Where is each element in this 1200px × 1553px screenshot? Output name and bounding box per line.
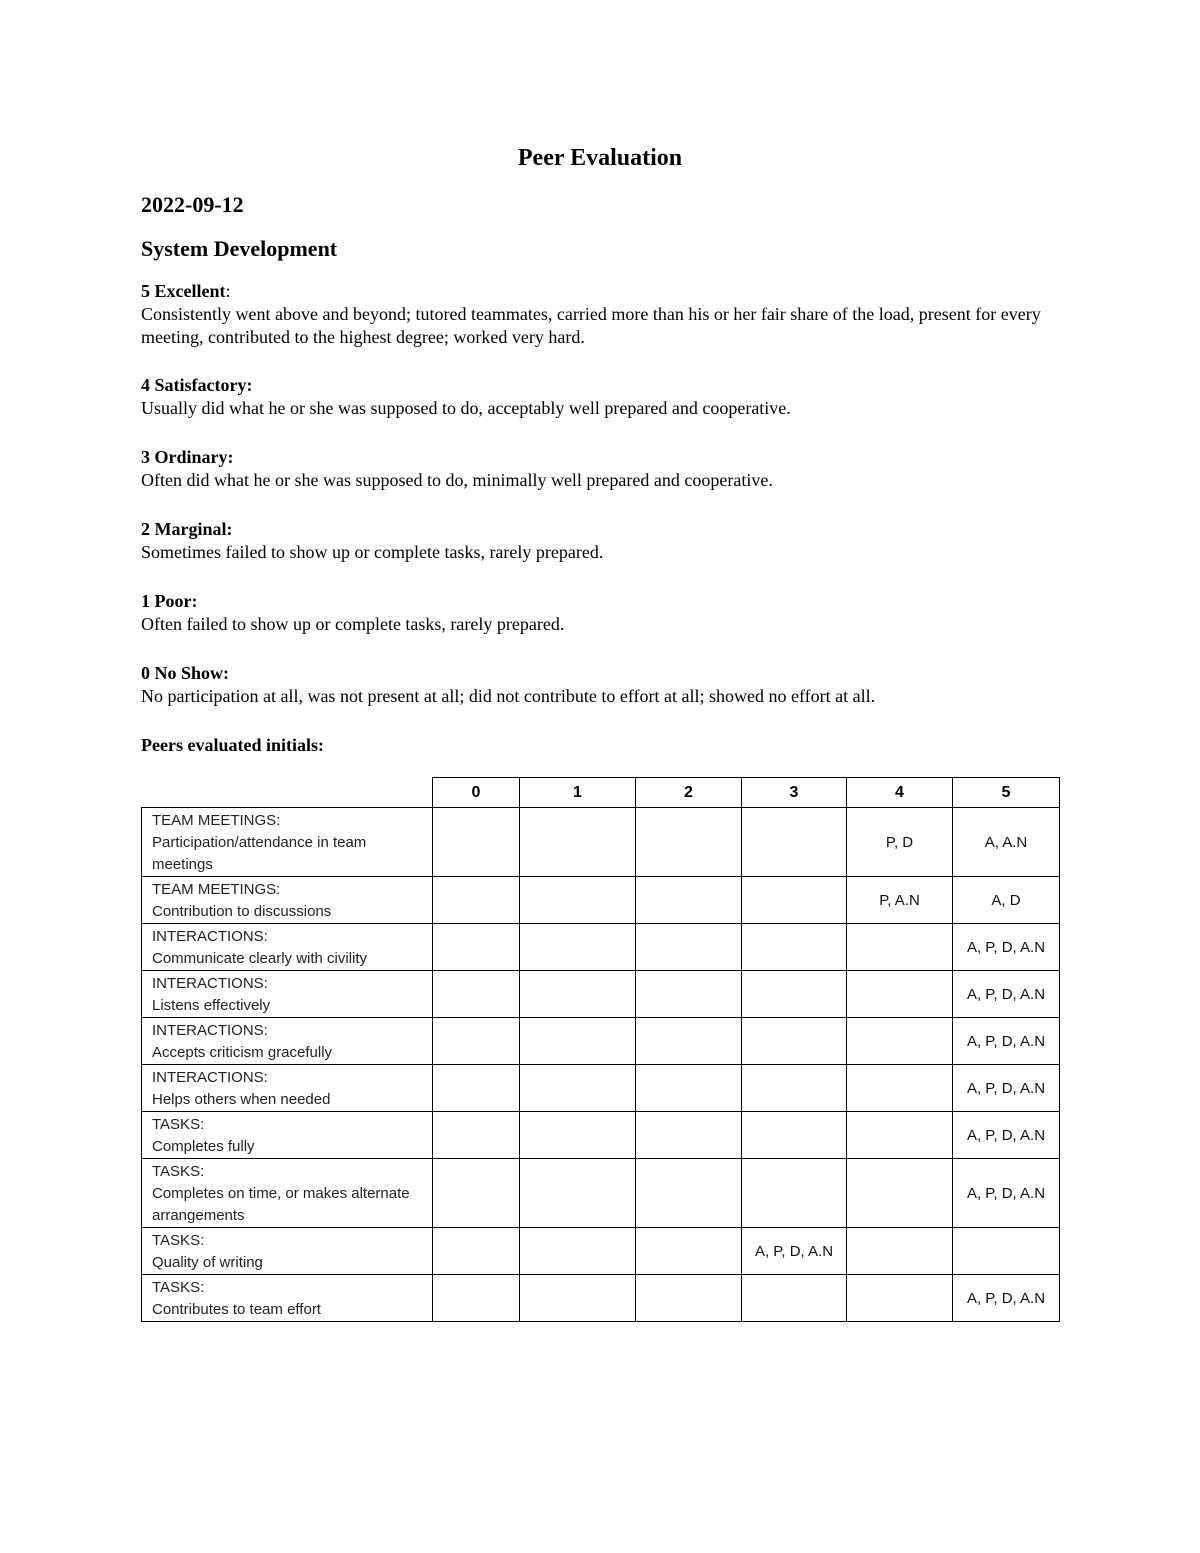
rating-cell	[636, 1112, 742, 1159]
table-row	[142, 1065, 1060, 1112]
criterion-text: Listens effectively	[152, 997, 271, 1014]
rating-cell: A, P, D, A.N	[953, 1275, 1060, 1322]
rating-cell	[520, 971, 636, 1018]
rating-cell	[520, 1159, 636, 1228]
rating-cell: A, P, D, A.N	[953, 1112, 1060, 1159]
rating-cell	[636, 1159, 742, 1228]
column-header: 3	[742, 778, 847, 808]
rating-cell	[433, 1018, 520, 1065]
criterion-category: TASKS:	[152, 1116, 205, 1133]
rating-cell	[636, 924, 742, 971]
criterion-text: Communicate clearly with civility	[152, 950, 368, 967]
rating-cell: A, P, D, A.N	[953, 1159, 1060, 1228]
rating-cell	[847, 1018, 953, 1065]
criterion-text: Quality of writing	[152, 1254, 263, 1271]
column-header: 1	[520, 778, 636, 808]
table-row	[142, 808, 1060, 877]
criterion-category: TEAM MEETINGS:	[152, 812, 281, 829]
scale-heading-text: 5 Excellent	[141, 281, 226, 301]
table-row	[142, 1018, 1060, 1065]
table-row	[142, 1275, 1060, 1322]
table-body	[142, 808, 1060, 1322]
rating-cell	[636, 1228, 742, 1275]
criterion-cell	[142, 971, 433, 1018]
rating-cell: A, P, D, A.N	[953, 971, 1060, 1018]
document-date: 2022-09-12	[141, 192, 244, 217]
rating-cell	[636, 808, 742, 877]
rating-cell	[520, 808, 636, 877]
rating-cell	[742, 877, 847, 924]
rating-cell	[433, 877, 520, 924]
rating-cell: A, P, D, A.N	[953, 1065, 1060, 1112]
criterion-category: TASKS:	[152, 1279, 205, 1296]
criterion-text: Completes on time, or makes alternate arrangements	[152, 1185, 410, 1224]
criterion-category: TASKS:	[152, 1232, 205, 1249]
criterion-category: INTERACTIONS:	[152, 928, 268, 945]
criterion-cell	[142, 1228, 433, 1275]
rating-cell	[742, 1065, 847, 1112]
rating-cell	[742, 1159, 847, 1228]
rating-cell: P, D	[847, 808, 953, 877]
table-row	[142, 877, 1060, 924]
rating-cell	[847, 924, 953, 971]
rating-cell	[847, 1275, 953, 1322]
rating-cell	[433, 1228, 520, 1275]
criterion-text: Accepts criticism gracefully	[152, 1044, 333, 1061]
column-header: 5	[953, 778, 1060, 808]
table-header-row	[142, 778, 1060, 808]
rating-cell: A, A.N	[953, 808, 1060, 877]
criterion-text: Contribution to discussions	[152, 903, 332, 920]
rating-cell	[433, 1159, 520, 1228]
rating-cell	[636, 1018, 742, 1065]
scale-description: Usually did what he or she was supposed to do, acceptably well prepared and cooperative.	[141, 398, 791, 418]
criterion-text: Participation/attendance in team meetings	[152, 834, 367, 873]
scale-item-satisfactory	[141, 374, 1071, 420]
scale-item-marginal	[141, 518, 1071, 564]
rating-cell	[742, 1275, 847, 1322]
rating-cell	[433, 924, 520, 971]
criterion-cell	[142, 877, 433, 924]
rating-cell	[847, 971, 953, 1018]
scale-description: Often did what he or she was supposed to do, minimally well prepared and cooperative.	[141, 470, 773, 490]
rating-cell	[433, 1112, 520, 1159]
scale-heading	[141, 280, 1071, 303]
rating-cell	[520, 1065, 636, 1112]
rating-cell	[520, 1275, 636, 1322]
page-title: Peer Evaluation	[517, 145, 683, 171]
rating-cell	[847, 1065, 953, 1112]
rating-cell	[520, 877, 636, 924]
rating-cell	[636, 877, 742, 924]
rating-cell	[636, 971, 742, 1018]
criterion-text: Contributes to team effort	[152, 1301, 321, 1318]
criterion-category: INTERACTIONS:	[152, 975, 268, 992]
rating-cell	[953, 1228, 1060, 1275]
rating-cell	[433, 1275, 520, 1322]
criterion-category: TEAM MEETINGS:	[152, 881, 281, 898]
rating-table	[141, 777, 1060, 1322]
table-corner-cell	[142, 778, 433, 808]
rating-cell: A, D	[953, 877, 1060, 924]
rating-cell	[742, 971, 847, 1018]
criterion-category: INTERACTIONS:	[152, 1022, 268, 1039]
scale-item-poor	[141, 590, 1071, 636]
scale-item-excellent	[141, 280, 1071, 349]
rating-cell	[847, 1159, 953, 1228]
rating-cell	[520, 1228, 636, 1275]
rating-cell	[742, 808, 847, 877]
scale-description: Often failed to show up or complete tasks, rarely prepared.	[141, 614, 565, 634]
peers-evaluated-label: Peers evaluated initials:	[141, 735, 324, 755]
rating-cell	[520, 924, 636, 971]
scale-item-no-show	[141, 662, 1071, 708]
table-row	[142, 1112, 1060, 1159]
table-row	[142, 971, 1060, 1018]
rating-cell	[742, 1018, 847, 1065]
column-header: 2	[636, 778, 742, 808]
rating-cell	[742, 1112, 847, 1159]
rating-cell	[433, 808, 520, 877]
rating-cell: A, P, D, A.N	[953, 1018, 1060, 1065]
table-row	[142, 1228, 1060, 1275]
scale-heading: 3 Ordinary:	[141, 447, 234, 467]
table-row	[142, 1159, 1060, 1228]
criterion-category: INTERACTIONS:	[152, 1069, 268, 1086]
rating-cell	[847, 1228, 953, 1275]
criterion-cell	[142, 1112, 433, 1159]
scale-description: No participation at all, was not present at all; did not contribute to effort at all; showed no effort at all.	[141, 686, 876, 706]
rating-cell: A, P, D, A.N	[953, 924, 1060, 971]
rating-cell	[433, 971, 520, 1018]
scale-heading: 4 Satisfactory:	[141, 375, 253, 395]
criterion-text: Completes fully	[152, 1138, 255, 1155]
column-header: 0	[433, 778, 520, 808]
rating-cell	[520, 1112, 636, 1159]
scale-description: Sometimes failed to show up or complete tasks, rarely prepared.	[141, 542, 604, 562]
rating-cell	[742, 924, 847, 971]
rating-cell	[520, 1018, 636, 1065]
rating-cell	[433, 1065, 520, 1112]
course-name: System Development	[141, 236, 338, 261]
scale-heading: 2 Marginal:	[141, 519, 233, 539]
table-row	[142, 924, 1060, 971]
scale-item-ordinary	[141, 446, 1071, 492]
scale-heading-suffix: :	[225, 281, 231, 301]
criterion-cell	[142, 924, 433, 971]
criterion-cell	[142, 1065, 433, 1112]
scale-description: Consistently went above and beyond; tutored teammates, carried more than his or her fair share of the load, present for every meeting, contributed to the highest degree; worked very hard.	[141, 304, 1041, 347]
criterion-cell	[142, 1018, 433, 1065]
criterion-cell	[142, 808, 433, 877]
scale-heading: 0 No Show:	[141, 663, 230, 683]
rating-cell: P, A.N	[847, 877, 953, 924]
criterion-cell	[142, 1159, 433, 1228]
rating-cell	[636, 1065, 742, 1112]
rating-cell	[636, 1275, 742, 1322]
rating-cell	[847, 1112, 953, 1159]
rating-cell: A, P, D, A.N	[742, 1228, 847, 1275]
criterion-category: TASKS:	[152, 1163, 205, 1180]
column-header: 4	[847, 778, 953, 808]
scale-heading: 1 Poor:	[141, 591, 198, 611]
criterion-cell	[142, 1275, 433, 1322]
criterion-text: Helps others when needed	[152, 1091, 331, 1108]
